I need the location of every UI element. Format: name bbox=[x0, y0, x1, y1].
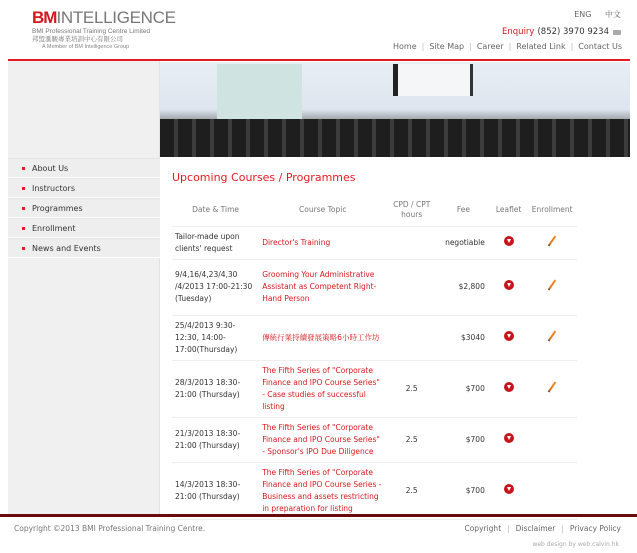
sidebar-item-instructors[interactable] bbox=[8, 178, 160, 198]
cell-fee: $700 bbox=[437, 417, 490, 462]
col-enrollment: Enrollment bbox=[527, 194, 577, 226]
cell-date: 14/3/2013 18:30-21:00 (Thursday) bbox=[172, 462, 259, 519]
cell-cpd bbox=[386, 315, 437, 360]
sidebar-item-programmes[interactable] bbox=[8, 198, 160, 218]
sidebar-item-label: About Us bbox=[32, 163, 69, 173]
footer-nav bbox=[464, 524, 621, 533]
cell-cpd: 2.5 bbox=[386, 417, 437, 462]
footer-link-copyright[interactable]: Copyright bbox=[464, 524, 502, 533]
leaflet-icon[interactable] bbox=[504, 280, 514, 290]
page-title: Upcoming Courses / Programmes bbox=[172, 171, 356, 184]
language-switcher bbox=[563, 9, 621, 20]
leaflet-icon[interactable] bbox=[504, 433, 514, 443]
leaflet-icon[interactable] bbox=[504, 331, 514, 341]
sidebar-item-enrollment[interactable] bbox=[8, 218, 160, 238]
sidebar-item-label: Enrollment bbox=[32, 223, 76, 233]
divider: | bbox=[507, 524, 510, 533]
sidebar-item-label: Programmes bbox=[32, 203, 83, 213]
table-row bbox=[172, 417, 577, 462]
nav-home[interactable]: Home bbox=[393, 42, 417, 51]
cell-date: 25/4/2013 9:30-12:30, 14:00-17:00(Thursday) bbox=[172, 315, 259, 360]
course-link[interactable]: The Fifth Series of "Corporate Finance and IPO Course Series" - Case studies of successful listing bbox=[259, 360, 386, 417]
sidebar-item-label: Instructors bbox=[32, 183, 75, 193]
cell-date: 9/4,16/4,23/4,30 /4/2013 17:00-21:30 (Tuesday) bbox=[172, 259, 259, 315]
col-date: Date & Time bbox=[172, 194, 259, 226]
cell-fee: $3040 bbox=[437, 315, 490, 360]
chairs bbox=[160, 119, 630, 157]
web-design-credit[interactable]: web design by web.calvin.hk bbox=[532, 541, 619, 548]
sidebar-item-label: News and Events bbox=[32, 243, 101, 253]
course-link[interactable]: The Fifth Series of "Corporate Finance and IPO Course Series" - Sponsor's IPO Due Diligence bbox=[259, 417, 386, 462]
footer-link-disclaimer[interactable]: Disclaimer bbox=[515, 524, 556, 533]
nav-contact-us[interactable]: Contact Us bbox=[578, 42, 622, 51]
course-link[interactable]: The Fifth Series of "Corporate Finance and IPO Course Series - Business and assets restricting in preparation for listing bbox=[259, 462, 386, 519]
whiteboard bbox=[217, 64, 302, 122]
enquiry-phone: (852) 3970 9234 bbox=[537, 27, 609, 37]
col-leaflet: Leaflet bbox=[490, 194, 527, 226]
cell-fee: $2,800 bbox=[437, 259, 490, 315]
nav-career[interactable]: Career bbox=[476, 42, 504, 51]
leaflet-icon[interactable] bbox=[504, 484, 514, 494]
top-nav bbox=[393, 42, 622, 51]
course-link[interactable]: Director's Training bbox=[259, 226, 386, 259]
enquiry-label: Enquiry bbox=[502, 27, 535, 37]
bullet-icon bbox=[22, 227, 25, 230]
bullet-icon bbox=[22, 167, 25, 170]
table-row bbox=[172, 259, 577, 315]
table-row bbox=[172, 315, 577, 360]
enquiry bbox=[502, 27, 621, 37]
lang-eng[interactable]: ENG bbox=[574, 10, 592, 19]
leaflet-icon[interactable] bbox=[504, 236, 514, 246]
site-header bbox=[0, 0, 637, 60]
col-topic: Course Topic bbox=[259, 194, 386, 226]
mail-icon[interactable] bbox=[613, 30, 621, 35]
course-link[interactable]: Grooming Your Administrative Assistant as Competent Right-Hand Person bbox=[259, 259, 386, 315]
cell-fee: $700 bbox=[437, 360, 490, 417]
lang-zh[interactable]: 中文 bbox=[605, 10, 621, 19]
logo-intelligence: INTELLIGENCE bbox=[56, 8, 176, 27]
cell-fee: $700 bbox=[437, 462, 490, 519]
divider: | bbox=[508, 42, 512, 51]
logo[interactable] bbox=[32, 8, 176, 51]
banner-image bbox=[160, 62, 630, 157]
pencil-icon[interactable] bbox=[548, 280, 557, 291]
nav-related-link[interactable]: Related Link bbox=[516, 42, 566, 51]
bullet-icon bbox=[22, 207, 25, 210]
col-cpd: CPD / CPT hours bbox=[386, 194, 437, 226]
cell-cpd bbox=[386, 226, 437, 259]
main-content bbox=[172, 171, 577, 520]
cell-fee: negotiable bbox=[437, 226, 490, 259]
logo-member-line: A Member of BM Intelligence Group bbox=[42, 44, 130, 50]
divider: | bbox=[469, 42, 472, 51]
bullet-icon bbox=[22, 247, 25, 250]
table-row bbox=[172, 226, 577, 259]
copyright-text: Copyright ©2013 BMI Professional Training Centre. bbox=[14, 524, 206, 533]
divider: | bbox=[421, 42, 425, 51]
sidebar-nav bbox=[8, 158, 160, 258]
logo-subtitle-zh: 邦盟滙駿專業培訓中心有限公司 bbox=[32, 35, 123, 43]
course-link[interactable]: 傳統行業持續發展策略6小時工作坊 bbox=[259, 315, 386, 360]
logo-bm: BM bbox=[32, 8, 57, 27]
sidebar-item-about-us[interactable] bbox=[8, 158, 160, 178]
bullet-icon bbox=[22, 187, 25, 190]
cell-cpd bbox=[386, 259, 437, 315]
logo-subtitle-en: BMI Professional Training Centre Limited bbox=[32, 28, 151, 35]
cell-date: Tailor-made upon clients' request bbox=[172, 226, 259, 259]
footer-bar bbox=[0, 514, 637, 517]
cell-date: 21/3/2013 18:30-21:00 (Thursday) bbox=[172, 417, 259, 462]
pencil-icon[interactable] bbox=[548, 330, 557, 341]
cell-date: 28/3/2013 18:30-21:00 (Thursday) bbox=[172, 360, 259, 417]
leaflet-icon[interactable] bbox=[504, 382, 514, 392]
table-header bbox=[172, 194, 577, 226]
table-row bbox=[172, 360, 577, 417]
sidebar-item-news-events[interactable] bbox=[8, 238, 160, 258]
pencil-icon[interactable] bbox=[548, 235, 557, 246]
window bbox=[393, 64, 473, 96]
divider: | bbox=[570, 42, 574, 51]
footer-link-privacy[interactable]: Privacy Policy bbox=[569, 524, 621, 533]
divider: | bbox=[561, 524, 564, 533]
cell-cpd: 2.5 bbox=[386, 462, 437, 519]
table-row bbox=[172, 462, 577, 519]
nav-site-map[interactable]: Site Map bbox=[429, 42, 465, 51]
cell-cpd: 2.5 bbox=[386, 360, 437, 417]
left-column bbox=[8, 61, 160, 514]
courses-table bbox=[172, 194, 577, 520]
col-fee: Fee bbox=[437, 194, 490, 226]
pencil-icon[interactable] bbox=[548, 381, 557, 392]
